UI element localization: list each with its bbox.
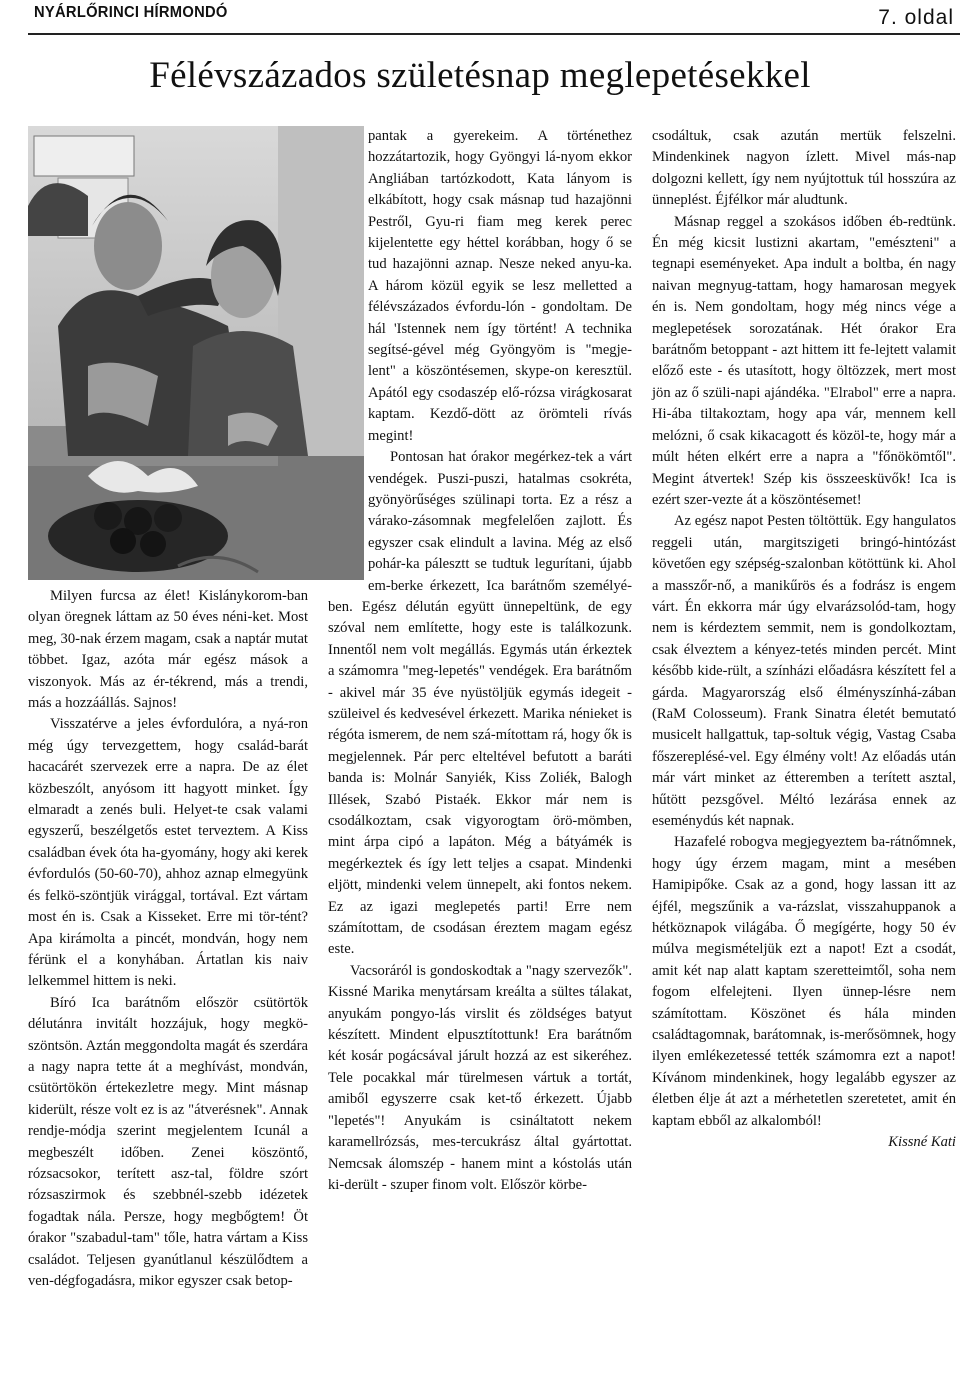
photo-wrap-spacer	[328, 126, 368, 580]
paragraph: Másnap reggel a szokásos időben éb-redtünk. Én még kicsit lustizni akartam, "emészteni" a tegnapi eseményeket. Apa indult a boltba, én nagy naivan megnyug-tattam, hogy hamarosan megyek én is. Nem gondoltam, hogy még nincs vége a meglepetések sorozatának. Hét órakor Era barátnőm betoppant - azt hittem itt fe-lejtett valamit előző este - és utasított, hogy öltözzek, mert most jön az ő szüli-napi ajándéka. "Elrabol" erre a napra. Hi-ába tiltakoztam, hogy apa vár, mennem kell melózni, ő csak kikacagott és közöl-te, hogy már a múlt héten elkért erre a napra a "főnökömtől". Megint átvertek! Szép kis összeesküvők! Ica is ezért szer-vezte át a köszöntésemet!	[652, 213, 956, 508]
author-signature: Kissné Kati	[888, 1134, 956, 1151]
article-column-1	[28, 586, 308, 1292]
paragraph: Visszatérve a jeles évfordulóra, a nyá-ron még úgy tervezgettem, hogy család-barát hacacárét szervezek erre a napra. De az élet közbeszólt, anyósom itt hagyott minket. Így elmaradt a zenés buli. Helyet-te csak valami egyszerű, beszélgetős estet terveztem. A Kiss családban évek óta ha-gyomány, hogy aki kerek évfordulós (50-60-70), ahhoz aznap elmegyünk és felkö-szöntjük virággal, tortával. Ezt vártam most én is. Csak a Kisseket. Erre mi tör-tént? Apa kirámolta a pincét, mondván, hogy nem férünk el a konyhában. Ártatlan kis naiv lelkemmel hittem is neki.	[28, 716, 308, 990]
couple-portrait-photo	[28, 126, 364, 580]
paragraph: Vacsoráról is gondoskodtak a "nagy szervezők". Kissné Marika menytársam kreálta a sültes tálakat, anyukám pongyo-lás virslit és zöldséges batyut készített. Mindent elpusztítottunk! Era barátnőm két kosár pogácsával járult hozzá az est sikeréhez. Tele pocakkal már türelmesen vártuk a tortát, amiből egyszerre csak ket-tő érkezett. Újabb "lepetés"! Anyukám is csináltatott nekem karamellrózsás, mes-tercukrász által gyártottat. Nemcsak álomszép - hanem mint a kóstolás után ki-derült - szuper finom volt. Először körbe-	[328, 962, 632, 1193]
paragraph: Hazafelé robogva megjegyeztem ba-rátnőmnek, hogy úgy érzem magam, mint a mesében Hamipipőke. Csak az a gond, hogy lassan itt az éjfél, megszűnik a va-rázslat, visszahuppanok a hétköznapok világába. Ő megígérte, hogy 50 év múlva megismételjük ezt a napot! Ezt a csodát, amit két nap alatt kaptam szeretteimtől, soha nem fogom elfelejteni. Ilyen ünnep-lésre nem számítottam. Köszönet és hála minden családtagomnak, barátomnak, is-merősömnek, hogy ilyen emlékezetessé tették számomra ezt a napot! Kívánom mindenkinek, hogy legalább egyszer az életben élje át azt a mérhetetlen szeretetet, amit én kaptam ebből az alkalomból!	[652, 834, 956, 1129]
page-number: 7. oldal	[878, 6, 954, 29]
article-column-2	[328, 126, 632, 1196]
article-headline: Félévszázados születésnap meglepetésekkel	[149, 55, 811, 96]
paper-name: NYÁRLŐRINCI HÍRMONDÓ	[34, 4, 228, 21]
article-column-3	[652, 126, 956, 1154]
paragraph: Az egész napot Pesten töltöttük. Egy hangulatos reggeli után, margitszigeti bringó-hintózást követően egy szépség-szalonban kötöttünk ki. Ahol a masszőr-nő, a manikűrös és a fodrász is engem várt. Én ekkorra már úgy elvarázsolód-tam, hogy nem is kérdeztem semmit, nem is gondolkoztam, csak élveztem a kényez-tetés minden percét. Mint később kide-rült, a színházi előadásra készített fel a gárda. Magyarország első élményszínhá-zában (RaM Colosseum). Frank Sinatra életét bemutató musicelt hallgattuk, tap-soltuk végig, Vastag Csaba főszereplésé-vel. Egy élmény volt! Az előadás után már várt minket az étteremben a terített asztal, hűtött pezsgővel. Méltó lezárása ennek az eseménydús két napnak.	[652, 513, 956, 829]
paragraph: Milyen furcsa az élet! Kislánykorom-ban olyan öregnek láttam az 50 éves néni-ket. Most meg, 30-nak érzem magam, csak a naptár mutat többet. Igaz, azóta már egész mások a viszonyok. Más az ér-tékrend, más a trendi, más a hozzáállás. Sajnos!	[28, 588, 308, 712]
paragraph: Pontosan hat órakor megérkez-tek a várt vendégek. Puszi-puszi, hatalmas csokréta, gyönyörűséges szülinapi torta. Ez a rész a várako-zásomnak megfelelően zajlott. És egyszer csak elindult a lavina. Még az első pohár-ka pálesztt se tudtuk legurítani, újabb em-berke érkezett, Ica barátnőm személyé-ben. Egész délután együtt ünnepeltünk, de egy szóval nem említette, hogy este is találkozunk. Innentől nem volt megállás. Egymás után érkeztek a számomra "meg-lepetés" vendégek. Era barátnőm - akivel már 35 éve nyüstöljük egymás idegeit - szüleivel és kedvesével érkezett. Marika nénieket is régóta ismerem, de nem szá-mítottam rá, hogy ők is megjelennek. Pár perc elteltével befutott a baráti banda is: Molnár Sanyiék, Kiss Zoliék, Balogh Illések, Szabó Pistaék. Ekkor már nem is csodálkoztam, csak vigyorogtam örö-mömben, mint árpa cipó a lapáton. Még a bátyámék is megérkeztek és így lett teljes a csapat. Mindenki eljött, mindenki velem ünnepelt, aki fontos nekem. Ez az igazi meglepetés parti! Erre nem számítottam, de csodásan éreztem magam egész este.	[328, 449, 632, 958]
masthead	[0, 0, 960, 38]
paragraph: csodáltuk, csak azután mertük felszelni. Mindenkinek nagyon ízlett. Mivel más-nap dolgozni kellett, így nem nyújtottuk túl hosszúra az ünneplést. Éjfélkor már aludtunk.	[652, 128, 956, 209]
paragraph: pantak a gyerekeim. A történethez hozzátartozik, hogy Gyöngyi lá-nyom ekkor Angliában tartózkodott, Kata lányom is elkábított, hogy csak másnap tud hazajönni Pestről, Gyu-ri fiam meg kerek perec kijelentette egy héttel korábban, hogy ő se tud hazajönni aznap. Nesze neked anyu-ka. A három közül egyik se lesz melletted a félévszázados évfordu-lón - gondoltam. De hál 'Istennek nem így történt! A technika segítsé-gével még Gyöngyöm is "megje-lent" a köszöntésemen, skype-on keresztül. Apától egy csodaszép elő-rózsa virágkosarat kaptam. Kezdő-dött az örömteli rívás megint!	[368, 128, 632, 444]
paragraph: Bíró Ica barátnőm először csütörtök délutánra invitált hozzájuk, hogy megkö-szöntsön. Aztán meggondolta magát és szerdára a nagy napra tette át a meghívást, mondván, csütörtökön értekezletre megy. Mint másnap kiderült, része volt ez is az "átverésnek". Annak rendje-módja szerint megjelentem Icunál a megbeszélt időben. Zenei köszöntő, rózsacsokor, terített asz-tal, földre szórt rózsaszirmok és szebbnél-szebb idézetek fogadtak nála. Persze, hogy megbőgtem! Öt órakor "szabadul-tam" tőle, hatra vártam a Kiss családot. Teljesen gyanútlanul készülődtem a ven-dégfogadásra, mikor egyszer csak betop-	[28, 994, 308, 1289]
header-rule	[28, 33, 960, 35]
